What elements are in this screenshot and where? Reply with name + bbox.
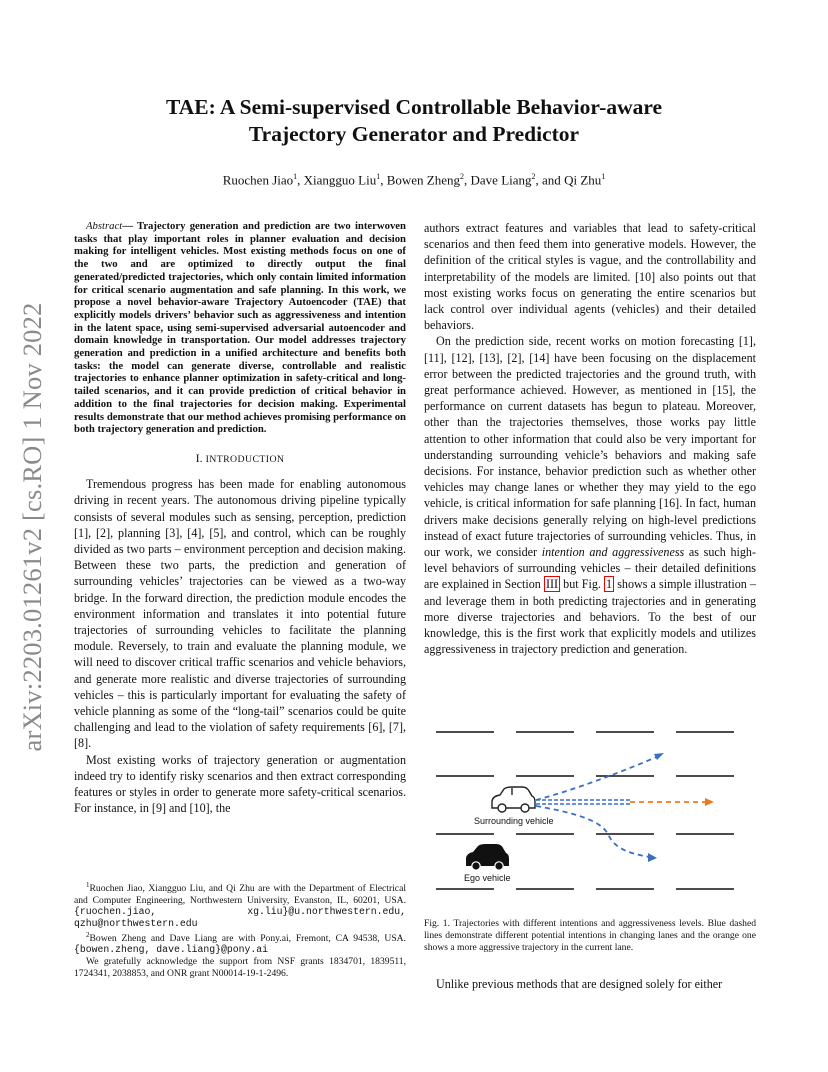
arxiv-identifier: arXiv:2203.01261v2 [cs.RO] 1 Nov 2022 xyxy=(17,302,47,752)
text-run: as such high-level behaviors of surrounding vehicles – their detailed definitions are explained in Section xyxy=(424,545,757,592)
abstract xyxy=(74,220,406,436)
title-line-1: TAE: A Semi-supervised Controllable Behavior-aware xyxy=(165,95,663,119)
footnote-1: $^1$Ruochen Jiao, Xiangguo Liu, and Qi Zhu are with the Department of Electrical and Computer Engineering, Northwestern University, Evanston, IL, 60201, USA. {ruochen.jiao, xg.liu}@u.northwestern.edu, qzhu@northwestern.edu xyxy=(74,881,406,929)
footnote-email[interactable]: {bowen.zheng, dave.liang}@pony.ai xyxy=(74,944,269,956)
arrowhead-icon xyxy=(705,798,714,806)
emphasis: intention and aggressiveness xyxy=(541,545,685,560)
left-column xyxy=(74,220,406,816)
abstract-text: — Trajectory generation and prediction are two interwoven tasks that play important roles in planner evaluation and decision making for intelligent vehicles. Most existing methods focus on one of the two and are optimized to directly output the final generated/predicted trajectories, which only contain limited information for critical scenario augmentation and safe planning. In this work, we propose a novel behavior-aware Trajectory Autoencoder (TAE) that explicitly models drivers’ behavior such as aggressiveness and intention in the latent space, using semi-supervised adversarial autoencoder and domain knowledge in transportation. Our model addresses trajectory generation and prediction in a unified architecture and benefits both tasks: the model can generate diverse, controllable and realistic trajectories to enhance planner optimization in safety-critical and long-tailed scenarios, and it can provide prediction of critical behavior in addition to the final trajectories for decision making. Experimental results demonstrate that our method achieves promising performance on both trajectory generation and prediction. xyxy=(74,220,406,436)
section-reference-link[interactable]: III xyxy=(545,577,559,592)
abstract-label: Abstract xyxy=(86,220,123,232)
figure-1-diagram xyxy=(424,718,756,900)
figure-reference-link[interactable]: 1 xyxy=(606,577,613,592)
text-run: but Fig. xyxy=(560,577,605,592)
section-number: I. xyxy=(195,450,206,465)
text-run: shows a simple illustration – and leverage them in both predicting trajectories and in generating more diverse trajectories and behaviors. To the best of our knowledge, this is the first work that explicitly models and utilizes aggressiveness in trajectory prediction and generation. xyxy=(424,577,756,657)
author-affiliation: 1 xyxy=(601,172,606,181)
author-name: Bowen Zheng xyxy=(386,172,461,188)
footnote-3: We gratefully acknowledge the support from NSF grants 1834701, 1839511, 1724341, 2038853, and ONR grant N00014-19-1-2496. xyxy=(74,955,406,979)
text-run: On the prediction side, recent works on motion forecasting [1], [11], [12], [13], [2], [14] have been focusing on the displacement error between the predicted trajectories and the ground truth, with great performance achieved. However, as mentioned in [15], the performance on current datasets has begun to plateau. Moreover, other than the trajectories themselves, those works pay little attention to other information that could also be very important for understanding surrounding vehicle’s behaviors and making safe decisions. For instance, behavior prediction such as whether other vehicles may change lanes or whether they may yield to the ego vehicle, is critical information for safe planning [16]. In fact, human drivers make decisions generally relying on high-level predictions instead of exact future trajectories of surrounding vehicles. Thus, in our work, we consider xyxy=(424,334,756,560)
paragraph: Tremendous progress has been made for enabling autonomous driving in recent years. The autonomous driving pipeline typically consists of several modules such as sensing, perception, prediction [1], [2], planning [3], [4], [5], and control, which can be roughly divided as two parts – environment perception and decision making. Between these two parts, the prediction and generation of surrounding vehicles’ trajectories can be viewed as a two-way bridge. In the forward direction, the prediction module encodes the environment information and translates it into potential future trajectories of surrounding vehicles to facilitate the planning module. Reversely, to train and evaluate the planning module, we will need to discover critical traffic scenarios and vehicle behaviors, and generate more realistic and diverse trajectories of surrounding vehicles – this is particularly important for evaluating the safety of vehicle planning as some of the “long-tail” scenarios could be quite challenging and lead to the violation of safety requirements [6], [7], [8]. xyxy=(74,477,406,751)
figure-caption: Fig. 1. Trajectories with different intentions and aggressiveness levels. Blue dashed lines demonstrate different potential intentions in changing lanes and the orange one shows a more aggressive trajectory in the current lane. xyxy=(424,918,756,953)
author-affiliation: 2 xyxy=(531,172,536,181)
author-list xyxy=(100,172,728,188)
separator: , and xyxy=(535,172,565,188)
right-column xyxy=(424,220,756,657)
author-name: Xiangguo Liu xyxy=(303,172,377,188)
author-name: Dave Liang xyxy=(470,172,532,188)
author-name: Qi Zhu xyxy=(564,172,602,188)
author-affiliation: 1 xyxy=(376,172,381,181)
surrounding-vehicle-icon xyxy=(492,787,535,812)
arrowhead-icon xyxy=(654,753,664,760)
paragraph: Most existing works of trajectory generation or augmentation indeed try to identify risky scenarios and then extract corresponding features or styles in order to generate more safety-critical scenarios. For instance, in [9] and [10], the xyxy=(74,752,406,816)
separator: , xyxy=(464,172,471,188)
section-title: INTRODUCTION xyxy=(205,453,285,465)
title-line-2: Trajectory Generator and Predictor xyxy=(248,122,580,146)
footnotes xyxy=(74,880,406,979)
ego-vehicle-icon xyxy=(466,844,509,870)
paragraph xyxy=(424,333,756,657)
footnote-text: Ruochen Jiao, Xiangguo Liu, and Qi Zhu are with the Department of Electrical and Computer Engineering, Northwestern University, Evanston, IL, 60201, USA. xyxy=(74,883,406,906)
arrowhead-icon xyxy=(648,853,657,862)
surrounding-vehicle-label: Surrounding vehicle xyxy=(474,816,554,826)
paragraph: authors extract features and variables that lead to safety-critical scenarios and then feed them into generative models. However, the definition of the critical styles is vague, and the controllability and interpretability of the models are limited. [10] also points out that most existing works focus on generating the entire scenarios but lack control over individual agents (vehicles) and their detailed behaviors. xyxy=(424,221,756,333)
paper-title xyxy=(100,94,728,148)
lane-change-right-trajectory xyxy=(536,806,650,857)
separator: , xyxy=(297,172,304,188)
author-affiliation: 2 xyxy=(460,172,465,181)
lane-change-left-trajectory xyxy=(536,756,659,800)
author-name: Ruochen Jiao xyxy=(222,172,294,188)
paragraph: Unlike previous methods that are designed solely for either xyxy=(436,977,723,991)
author-affiliation: 1 xyxy=(293,172,298,181)
section-heading xyxy=(74,450,406,468)
ego-vehicle-label: Ego vehicle xyxy=(464,873,511,883)
separator: , xyxy=(380,172,387,188)
footnote-email[interactable]: {ruochen.jiao, xg.liu}@u.northwestern.edu, qzhu@northwestern.edu xyxy=(74,906,406,929)
footnote-2: $^2$Bowen Zheng and Dave Liang are with Pony.ai, Fremont, CA 94538, USA. {bowen.zheng, dave.liang}@pony.ai xyxy=(74,930,406,956)
footnote-text: Bowen Zheng and Dave Liang are with Pony.ai, Fremont, CA 94538, USA. xyxy=(89,932,406,944)
